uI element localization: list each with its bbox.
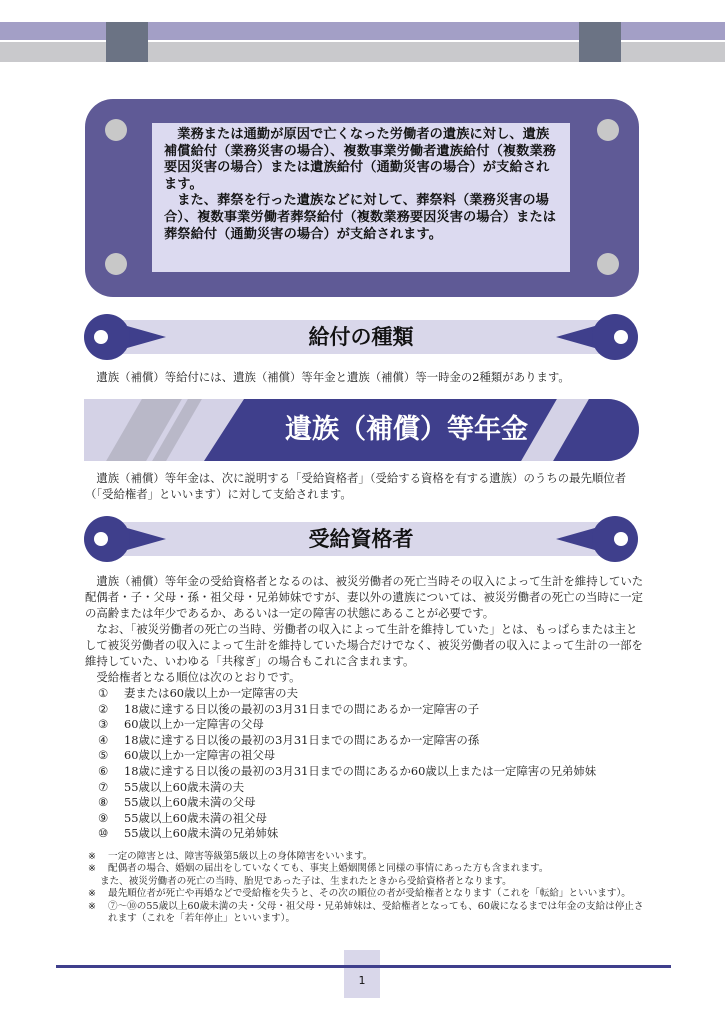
panel-rivet <box>597 119 619 141</box>
eligible-text <box>85 573 645 685</box>
list-number: ⑥ <box>98 763 109 778</box>
footer-line <box>56 965 671 968</box>
list-number: ⑨ <box>98 810 109 825</box>
list-number: ⑩ <box>98 826 109 841</box>
list-item <box>98 795 643 811</box>
section-header-eligible <box>84 516 638 562</box>
list-number: ① <box>98 686 109 700</box>
section-title: 給付の種類 <box>308 325 414 349</box>
list-number: ② <box>98 701 109 716</box>
list-text: 60歳以上か一定障害の父母 <box>124 717 264 732</box>
list-text: 18歳に達する日以後の最初の3月31日までの間にあるか一定障害の孫 <box>124 732 480 747</box>
eligible-paragraph-2: なお、「被災労働者の死亡の当時、労働者の収入によって生計を維持していた」とは、もっぱらまたは主として被災労働者の収入によって生計を維持していた場合だけでなく、被災労働者の収入によって生計の一部を維持していた、いわゆる「共稼ぎ」の場合もこれに含まれます。 <box>85 622 643 668</box>
footnote <box>88 863 648 875</box>
banner-title: 遺族（補償）等年金 <box>285 414 528 445</box>
list-text: 55歳以上60歳未満の兄弟姉妹 <box>124 826 279 841</box>
list-item <box>98 780 643 796</box>
list-item <box>98 686 643 702</box>
eligible-paragraph-1: 遺族（補償）等年金の受給資格者となるのは、被災労働者の死亡当時その収入によって生計を維持していた配偶者・子・父母・孫・祖父母・兄弟姉妹ですが、妻以外の遺族については、被災労働者の死亡の当時に一定の高齢または年少であるか、あるいは一定の障害の状態にあることが必要です。 <box>85 574 644 620</box>
top-decorative-band <box>0 22 725 62</box>
top-block-right <box>579 22 621 62</box>
list-text: 60歳以上か一定障害の祖父母 <box>124 748 276 763</box>
note-mark: ※ <box>88 851 97 862</box>
list-number: ⑦ <box>98 779 109 794</box>
pension-text <box>85 470 645 502</box>
benefit-types-text <box>85 369 645 385</box>
list-number: ③ <box>98 717 109 732</box>
list-item <box>98 748 643 764</box>
list-item <box>98 717 643 733</box>
note-mark: ※ <box>88 863 97 875</box>
top-block-left <box>106 22 148 62</box>
eligible-paragraph-3: 受給権者となる順位は次のとおりです。 <box>96 670 301 684</box>
list-item <box>98 826 643 842</box>
panel-rivet <box>105 253 127 275</box>
list-text: 18歳に達する日以後の最初の3月31日までの間にあるか60歳以上または一定障害の兄弟姉妹 <box>124 763 597 778</box>
priority-order-list <box>98 686 643 842</box>
footnotes <box>88 851 648 925</box>
panel-rivet <box>597 253 619 275</box>
intro-text-box <box>152 123 570 272</box>
footnote-continuation: また、被災労働者の死亡の当時、胎児であった子は、生まれたときから受給資格者となります。 <box>100 875 512 887</box>
section-banner-pension <box>84 399 639 461</box>
list-text: 55歳以上60歳未満の父母 <box>124 795 256 810</box>
list-item <box>98 733 643 749</box>
note-text: 最先順位者が死亡や再婚などで受給権を失うと、その次の順位の者が受給権者となります（これを「転給」といいます）。 <box>108 888 631 900</box>
note-mark: ※ <box>88 900 97 912</box>
note-mark: ※ <box>88 888 97 900</box>
list-text: 55歳以上60歳未満の夫 <box>124 779 245 794</box>
note-text: 配偶者の場合、婚姻の届出をしていなくても、事実上婚姻関係と同様の事情にあった方も含まれます。 <box>108 863 549 875</box>
footnote <box>88 888 648 900</box>
benefit-types-paragraph: 遺族（補償）等給付には、遺族（補償）等年金と遺族（補償）等一時金の2種類があります。 <box>96 370 570 384</box>
page-number: 1 <box>358 974 366 987</box>
list-number: ⑤ <box>98 748 109 763</box>
list-item <box>98 702 643 718</box>
intro-paragraph-1: 業務または通勤が原因で亡くなった労働者の遺族に対し、遺族補償給付（業務災害の場合）、複数事業労働者遺族給付（複数業務要因災害の場合）または遺族給付（通勤災害の場合）が支給されます。 <box>164 127 557 192</box>
section-title: 受給資格者 <box>308 527 414 551</box>
list-text: 18歳に達する日以後の最初の3月31日までの間にあるか一定障害の子 <box>124 701 480 716</box>
list-item <box>98 764 643 780</box>
list-item <box>98 811 643 827</box>
pension-paragraph: 遺族（補償）等年金は、次に説明する「受給資格者」（受給する資格を有する遺族）のうちの最先順位者（「受給権者」といいます）に対して支給されます。 <box>85 471 627 501</box>
footnote <box>88 901 648 926</box>
section-header-benefit-types <box>84 314 638 360</box>
list-text: 妻または60歳以上か一定障害の夫 <box>124 686 298 700</box>
footnote <box>88 851 648 863</box>
list-number: ⑧ <box>98 795 109 810</box>
intro-paragraph-2: また、葬祭を行った遺族などに対して、葬祭料（業務災害の場合）、複数事業労働者葬祭給付（複数業務要因災害の場合）または葬祭給付（通勤災害の場合）が支給されます。 <box>164 193 557 242</box>
note-text: ⑦～⑩の55歳以上60歳未満の夫・父母・祖父母・兄弟姉妹は、受給権者となっても、60歳になるまでは年金の支給は停止されます（これを「若年停止」といいます）。 <box>108 900 644 925</box>
panel-rivet <box>105 119 127 141</box>
list-number: ④ <box>98 732 109 747</box>
list-text: 55歳以上60歳未満の祖父母 <box>124 810 267 825</box>
intro-panel <box>85 99 639 297</box>
note-text: 一定の障害とは、障害等級第5級以上の身体障害をいいます。 <box>108 851 373 862</box>
